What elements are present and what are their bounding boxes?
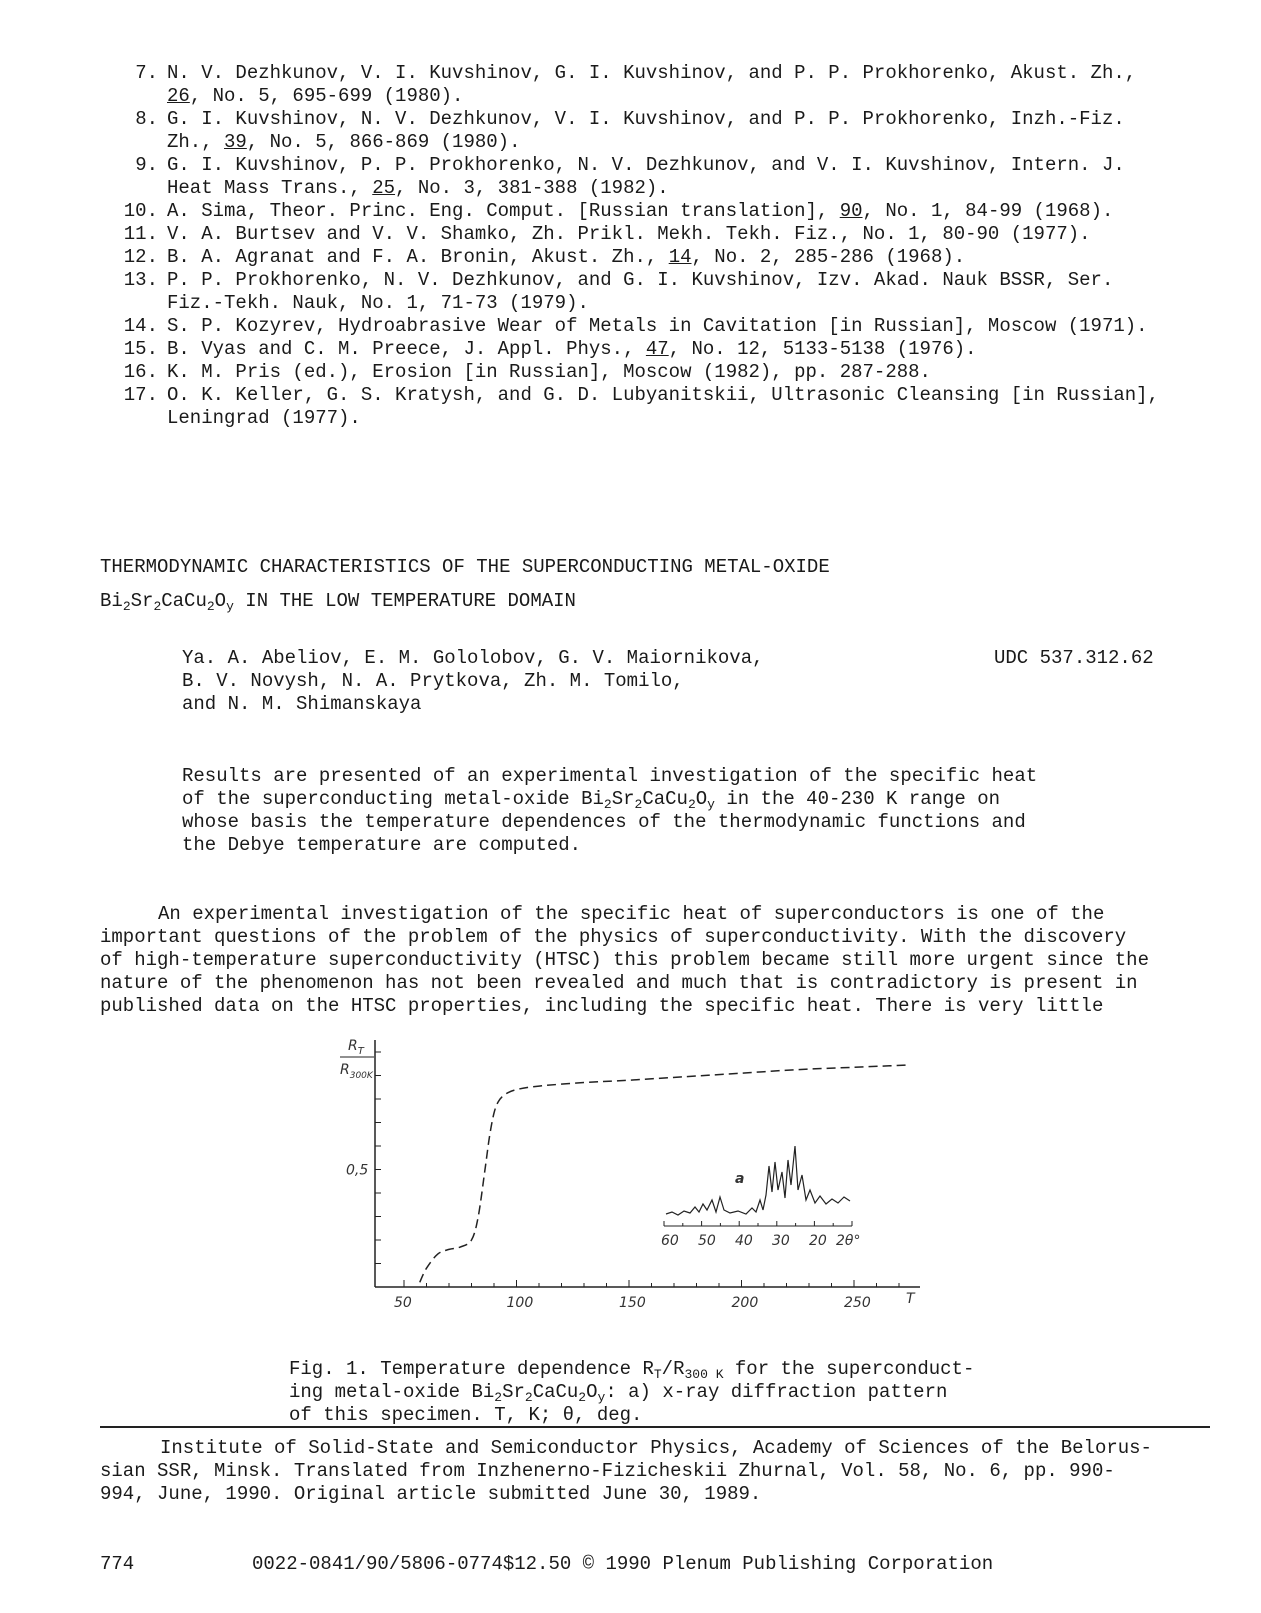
reference-item: 15. B. Vyas and C. M. Preece, J. Appl. Phys., 47, No. 12, 5133-5138 (1976). [100,338,1210,361]
formula: $Bi_2Sr_2CaCu_2O_y$ [100,590,234,614]
reference-number: 7. [135,62,158,84]
inset-x-tick-label: 30 [772,1233,790,1249]
reference-number: 16. [123,361,158,383]
reference-item: 7. N. V. Dezhkunov, V. I. Kuvshinov, G. I. Kuvshinov, and P. P. Prokhorenko, Akust. Zh., [100,62,1210,85]
reference-item: Zh., 39, No. 5, 866-869 (1980). [167,131,521,153]
title-line-1: THERMODYNAMIC CHARACTERISTICS OF THE SUPERCONDUCTING METAL-OXIDE [100,556,830,578]
reference-number: 13. [123,269,158,291]
formula: $Bi_2Sr_2CaCu_2O_y$ [581,788,715,812]
inset-x-tick-label: 40 [735,1233,753,1249]
reference-number: 11. [123,223,158,245]
title-line-2: $Bi_2Sr_2CaCu_2O_y$ IN THE LOW TEMPERATURE DOMAIN [100,590,576,614]
reference-item: 14. S. P. Kozyrev, Hydroabrasive Wear of Metals in Cavitation [in Russian], Moscow (1971). [100,315,1210,338]
reference-item: Fiz.-Tekh. Nauk, No. 1, 71-73 (1979). [167,292,589,314]
formula: $Bi_2Sr_2CaCu_2O_y$ [471,1381,606,1405]
reference-number: 8. [135,108,158,130]
x-axis-label: T [906,1291,915,1307]
reference-item: Leningrad (1977). [167,407,361,429]
reference-number: 12. [123,246,158,268]
reference-item: 12. B. A. Agranat and F. A. Bronin, Akust. Zh., 14, No. 2, 285-286 (1968). [100,246,1210,269]
inset-x-unit: 2θ° [836,1233,861,1249]
y-axis-label-numerator: $R_T$ [348,1038,364,1057]
page-number: 774 [100,1553,135,1575]
reference-item: 16. K. M. Pris (ed.), Erosion [in Russian], Moscow (1982), pp. 287-288. [100,361,1210,384]
y-axis-label-denominator: $R_{300K}$ [340,1062,373,1081]
reference-item: 11. V. A. Burtsev and V. V. Shamko, Zh. Prikl. Mekh. Tekh. Fiz., No. 1, 80-90 (1977). [100,223,1210,246]
reference-number: 15. [123,338,158,360]
x-tick-label: 200 [731,1295,759,1311]
inset-x-tick-label: 60 [661,1233,679,1249]
reference-item: 9. G. I. Kuvshinov, P. P. Prokhorenko, N. V. Dezhkunov, and V. I. Kuvshinov, Intern. J. [100,154,1210,177]
author-line: Ya. A. Abeliov, E. M. Gololobov, G. V. Maiornikova, [182,647,764,669]
inset-label: a [735,1171,745,1187]
x-tick-label: 100 [506,1295,534,1311]
reference-number: 10. [123,200,158,222]
inset-x-tick-label: 20 [809,1233,827,1249]
inset-diffraction-trace [666,1146,850,1215]
chart [340,1038,920,1311]
x-tick-label: 150 [619,1295,646,1311]
reference-item: 10. A. Sima, Theor. Princ. Eng. Comput. [Russian translation], 90, No. 1, 84-99 (1968). [100,200,1210,223]
reference-item: 26, No. 5, 695-699 (1980). [167,85,464,107]
x-tick-label: 250 [844,1295,871,1311]
series-line [420,1065,911,1282]
reference-item: Heat Mass Trans., 25, No. 3, 381-388 (1982). [167,177,669,199]
udc-code: UDC 537.312.62 [994,647,1154,669]
body-text: An experimental investigation of the specific heat of superconductors is one of the important questions of the problem of the physics of superconductivity. With the discovery of high-temperature superconductivity (HTSC) this problem became still more urgent since the nature of the phenomenon has not been revealed and much that is contradictory is present in published data on the HTSC properties, including the specific heat. There is very little [100,903,1149,1017]
author-line: B. V. Novysh, N. A. Prytkova, Zh. M. Tomilo, [182,670,684,692]
author-line: and N. M. Shimanskaya [182,693,422,715]
reference-item: 13. P. P. Prokhorenko, N. V. Dezhkunov, and G. I. Kuvshinov, Izv. Akad. Nauk BSSR, Ser. [100,269,1210,292]
reference-item: 8. G. I. Kuvshinov, N. V. Dezhkunov, V. I. Kuvshinov, and P. P. Prokhorenko, Inzh.-Fiz. [100,108,1210,131]
footnote-divider [100,1426,1210,1428]
reference-number: 14. [123,315,158,337]
figure-caption: Fig. 1. Temperature dependence $R_T/R_{300 K}$ for the superconduct- ing metal-oxide $Bi_2Sr_2CaCu_2O_y$: a) x-ray diffraction pattern of this specimen. T, K; θ, deg. [289,1358,975,1426]
x-tick-label: 50 [394,1295,412,1311]
footnote: Institute of Solid-State and Semiconductor Physics, Academy of Sciences of the Belorus- sian SSR, Minsk. Translated from Inzhenerno-Fizicheskii Zhurnal, Vol. 58, No. 6, pp. 990- 994, June, 1990. Original article submitted June 30, 1989. [100,1437,1152,1505]
inset-x-tick-label: 50 [698,1233,716,1249]
reference-number: 9. [135,154,158,176]
copyright-line: 0022-0841/90/5806-0774$12.50 © 1990 Plenum Publishing Corporation [252,1553,994,1575]
y-tick-label: 0,5 [346,1162,369,1179]
reference-number: 17. [123,384,158,406]
abstract: Results are presented of an experimental investigation of the specific heat of the superconducting metal-oxide $Bi_2Sr_2CaCu_2O_y$ in the 40-230 K range on whose basis the temperature dependences of the thermodynamic functions and the Debye temperature are computed. [182,765,1038,856]
reference-item: 17. O. K. Keller, G. S. Kratysh, and G. D. Lubyanitskii, Ultrasonic Cleansing [in Russian], [100,384,1210,407]
